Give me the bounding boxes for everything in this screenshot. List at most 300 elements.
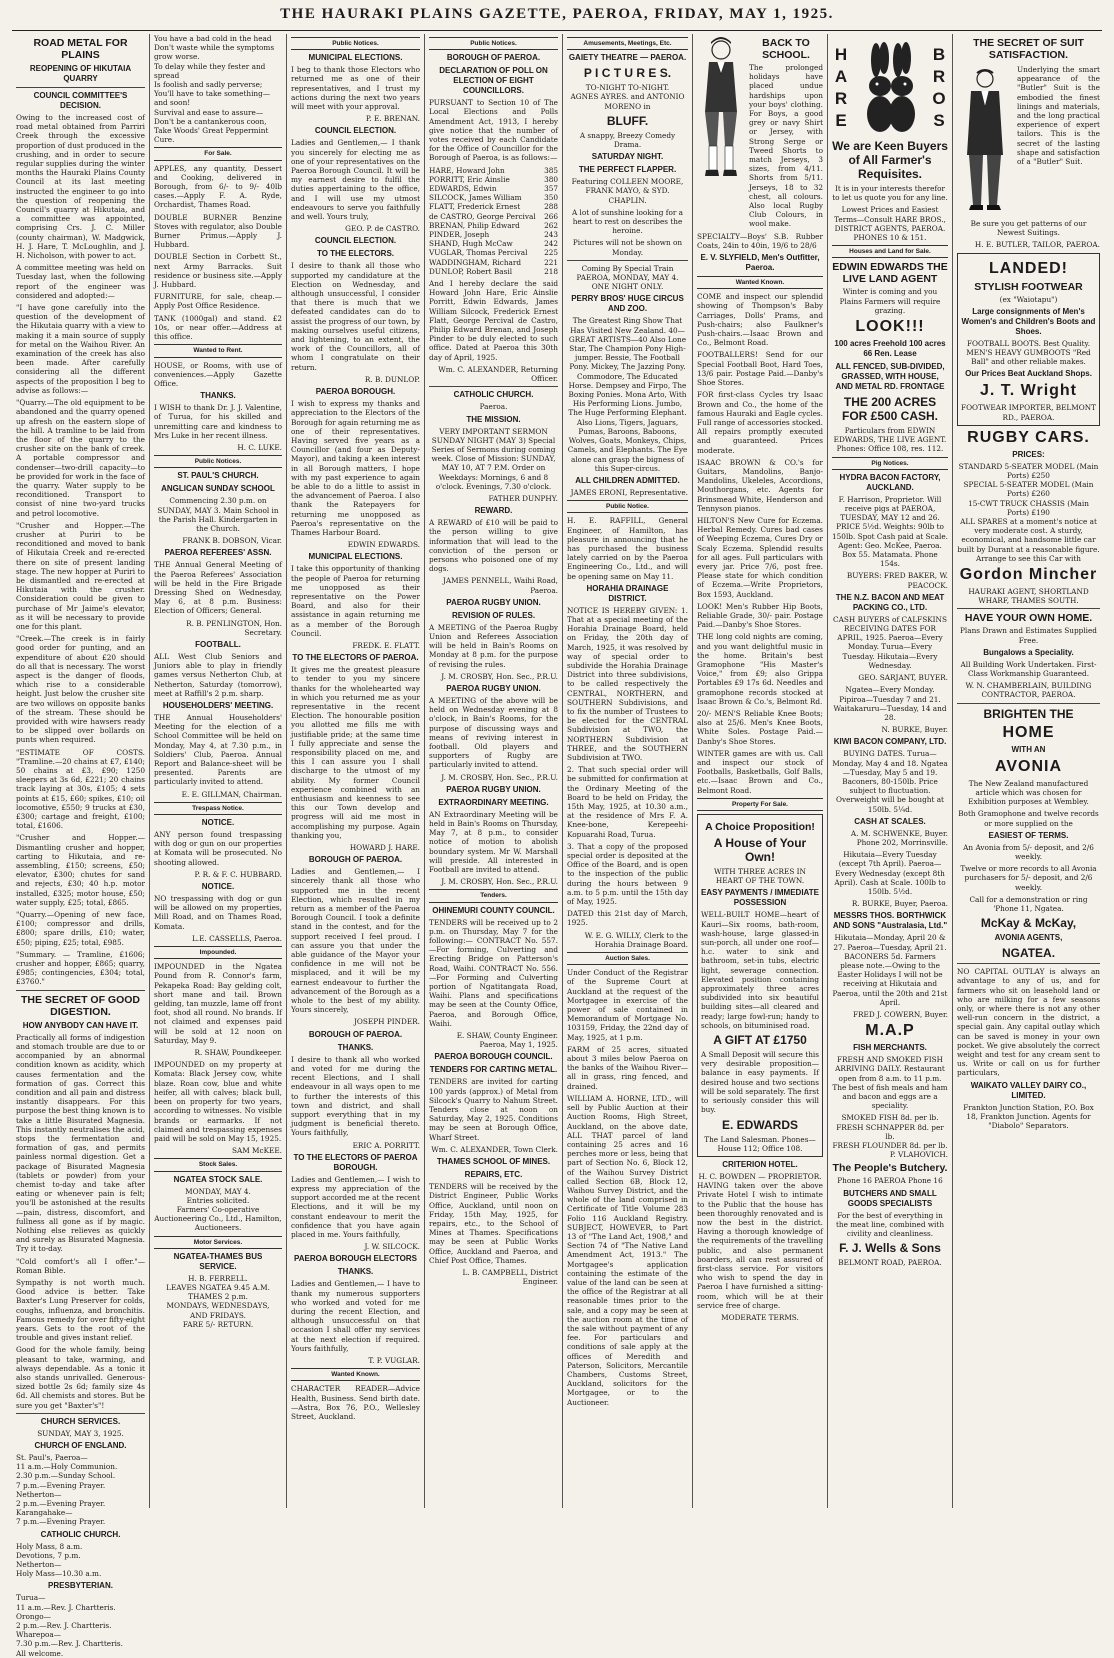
vote-count: 350 bbox=[544, 193, 558, 203]
ad-text: All Building Work Undertaken. First-Class Workmanship Guaranteed. bbox=[960, 659, 1097, 679]
list-item: Devotions, 7 p.m. bbox=[16, 1550, 81, 1560]
column-2 bbox=[150, 34, 287, 1508]
film-title: THE PERFECT FLAPPER. bbox=[578, 165, 677, 175]
notice-text: A MEETING of the above will be held on Wednesday evening at 8 o'clock, in Bain's Rooms, for the purpose of discussing ways and means of reviving interest in football. Old players and supporters of Rugby are particularly invited to attend. bbox=[429, 695, 558, 770]
signature: JAMES ERONI, Representative. bbox=[570, 487, 688, 497]
notice-text: AN Extraordinary Meeting will be held in Bain's Rooms on Thursday, May 7, at 8 p.m., to consider notice of motion to abolish boundary system. Mr W. Marshall will preside. All interested in Football are invited to attend. bbox=[429, 809, 558, 875]
signature: FRANK B. DOBSON, Vicar. bbox=[182, 536, 282, 546]
signature: R. BURKE, Buyer, Paeroa. bbox=[851, 899, 948, 909]
map-banner: M.A.P bbox=[865, 1022, 915, 1040]
look-banner: LOOK!!! bbox=[855, 318, 925, 336]
ad-text: An Avonia from 5/- deposit, and 2/6 weekly. bbox=[963, 842, 1094, 861]
heading-notice: CATHOLIC CHURCH. bbox=[453, 390, 534, 400]
heading-notice: BOROUGH OF PAEROA. bbox=[308, 855, 403, 865]
list-item: Netherton— bbox=[16, 1489, 62, 1499]
notice-text: VERY IMPORTANT SERMON SUNDAY NIGHT (MAY 3) Special Series of Sermons during coming week. Close of Mission: SUNDAY, MAY 10, AT 7 P.M. Order on Weekdays: Mornings, 6 and 8 o'clock. Evenings, 7.30 o'clock. bbox=[431, 426, 556, 491]
heading-notice: PAEROA RUGBY UNION. bbox=[446, 683, 541, 693]
candidate-name: DUNLOP, Robert Basil bbox=[429, 266, 513, 276]
butchery-tagline: BUTCHERS AND SMALL GOODS SPECIALISTS bbox=[843, 1188, 937, 1208]
classified-ad: APPLES, any quantity, Dessert and Cooking, delivered in Borough, from 6/- to 9/- 40lb cases.—Apply F. A. Ryde, Orchardist, Thames Road. bbox=[154, 163, 282, 210]
column-1 bbox=[12, 34, 150, 1658]
section-label-public: Public Notices. bbox=[291, 37, 420, 50]
heading-nz-bacon: THE N.Z. BACON AND MEAT PACKING CO., LTD. bbox=[835, 592, 945, 612]
section-label-impounded: Impounded. bbox=[154, 946, 282, 959]
classified-ad: FOR first-class Cycles try Isaac Brown and Co., the home of the famous Hauraki and Eagle cycles. Full range of accessories stocked. All repairs promptly executed and guaranteed. Prices moderate. bbox=[697, 390, 823, 455]
subhead-committee: COUNCIL COMMITTEE'S DECISION. bbox=[33, 91, 128, 110]
list-item: Holy Mass—10.30 a.m. bbox=[16, 1569, 102, 1579]
columns bbox=[12, 34, 1104, 1658]
ad-text: The prolonged holidays have placed undue hardships upon your boys' clothing. For Boys, a good grey or navy Shirt or Jersey, with Strong Serge or Tweed Shorts to match Jerseys, 3 sizes, from 4/11. Shorts from 5/11. Jerseys, 18 to 32 chest, all colours. Also local Rugby Club Colours, in wool make. bbox=[749, 63, 823, 229]
ad-text: FRESH AND SMOKED FISH ARRIVING DAILY. Restaurant open from 8 a.m. to 11 p.m. The best of fish meals and ham and bacon and eggs are a speciality. bbox=[832, 1055, 948, 1111]
article-paragraph: "Crusher and Hopper.—Dismantling crusher and hopper, carting to Hikutaia, and re-assembling, £150; screens, £50; elevator, £300; chutes for sand and rejects, £30; 40 h.p. motor installed, £325; motor house, £50; water supply, £25; total, £865. bbox=[16, 833, 145, 907]
heading-notice: MUNICIPAL ELECTIONS. bbox=[308, 53, 403, 63]
ad-text: It is in your interests therefor to let us quote you for any line. bbox=[832, 184, 948, 203]
notice-text: A REWARD of £10 will be paid to the person willing to give information that will lead to the conviction of the person or persons who poisoned one of my dogs. bbox=[429, 518, 558, 574]
signature: FREDK. E. FLATT. bbox=[352, 640, 420, 650]
poem-line: Don't be a cantankerous coon, bbox=[154, 116, 267, 126]
notice-text: DATED this 21st day of March, 1925. bbox=[567, 909, 688, 928]
back-to-school-text bbox=[749, 34, 823, 232]
logo-letter: A bbox=[834, 67, 848, 86]
signature-slyfield: E. V. SLYFIELD, Men's Outfitter, Paeroa. bbox=[700, 253, 820, 273]
table-row bbox=[429, 258, 558, 267]
article-paragraph: A committee meeting was held on Tuesday last, when the following report of the engineer was considered and adopted:— bbox=[16, 263, 145, 300]
easy-payments: EASY PAYMENTS / IMMEDIATE POSSESSION bbox=[701, 888, 819, 908]
tailor-ad bbox=[957, 65, 1100, 215]
notice-text: And I hereby declare the said Howard John Hare, Eric Ainslie Porritt, Edwin Edwards, James William Silcock, Frederick Ernest Flatt, George Percival de Castro, Philip Edward Brenan, and Joseph Pinder to be duly elected to such office. Dated at Paeroa this 30th day of April, 1925. bbox=[429, 279, 558, 362]
section-label-stock: Stock Sales. bbox=[154, 1158, 282, 1171]
vote-count: 357 bbox=[544, 184, 558, 194]
notice-text: ALL West Club Seniors and Juniors able to play in friendly games versus Netherton Club, at Netherton, Saturday (tomorrow), meet at Raffill's 2 p.m. sharp. bbox=[154, 651, 282, 698]
car-price: STANDARD 5-SEATER MODEL (Main Ports) £250 bbox=[958, 461, 1099, 481]
notice-text: Commencing 2.30 p.m. on SUNDAY, MAY 3. Main School in the Parish Hall. Kindergarten in the Church. bbox=[157, 496, 279, 533]
signature: J. M. CROSBY, Hon. Sec., P.R.U. bbox=[441, 877, 558, 887]
mincher-logo: Gordon Mincher bbox=[959, 566, 1098, 584]
prices-label: PRICES: bbox=[1012, 449, 1045, 459]
ad-text: Twelve or more records to all Avonia purchasers for 5/- deposit, and 2/6 weekly. bbox=[960, 864, 1097, 892]
features-banner: ALL FENCED, SUB-DIVIDED, GRASSED, WITH HOUSE, AND METAL RD. FRONTAGE bbox=[835, 362, 945, 392]
heading-own-home: HAVE YOUR OWN HOME. bbox=[964, 612, 1093, 625]
notice-text: I desire to thank all those who supported my candidature at the Election on Wednesday, and although unsuccessful, I consider that there is much that we defeated candidates can do to assist the progress of our town, by making ourselves useful citizens, and lightening, to an extent, the work of the Councillors, all of whom I congratulate on their return. bbox=[291, 261, 420, 372]
article-paragraph: "Creek.—The creek is in fairly good order for punting, and an expenditure of about £20 should do all that is necessary. The worst aspect is the danger of floods, which rise to a considerable height. Just below the crusher site are two willows on opposite banks of the stream. These should be provided with wire hawsers ready to be slipped over bollards on punts when required. bbox=[16, 634, 145, 745]
section-label-wanted: Wanted to Rent. bbox=[154, 344, 282, 357]
notice-text: 3. That a copy of the proposed special order is deposited at the Office of the Board, and is open to the inspection of the public during the hours between 9 a.m. to 5 p.m. until the 15th day of May, 1925. bbox=[567, 841, 688, 907]
notice-text: I beg to thank those Electors who returned me as one of their representatives, and I trust my actions during the next two years will meet with your approval. bbox=[291, 65, 420, 112]
logo-letter: R bbox=[834, 89, 848, 108]
ad-text: SPECIALTY—Boys' S.B. Rubber Coats, 24in to 40in, 19/6 to 28/6 bbox=[697, 231, 823, 250]
signature: GEO. P. de CASTRO. bbox=[345, 224, 420, 234]
signature-edwards: E. EDWARDS bbox=[721, 1117, 798, 1132]
vote-count: 385 bbox=[544, 165, 558, 175]
article-paragraph: "ESTIMATE OF COSTS. "Tramline.—20 chains at £7, £140; 50 chains at £3, £90; 1250 sleepers at 3s 6d, £221; 20 chains track laying at 30s, £105; 4 sets points at £15, £60; spikes, £10; oil locomotive, £550; 9 trucks at £30, £300; cartage and freight, £100; total, £1606. bbox=[16, 747, 145, 831]
logo-letters-left bbox=[832, 44, 850, 132]
notice-text: It gives me the greatest pleasure to tender to you my sincere thanks for the wholehearted way in which you returned me as your representative in the recent Election. The honourable position you allotted me fills me with justifiable pride; at the same time I fully appreciate and sense the responsibility placed on me, and this I can assure you I shall discharge to the utmost of my ability. My former Council experience combined with an enthusiasm and keenness to see this our Town develop and progress will aid me most in accomplishing my purpose. Again thanking you, bbox=[291, 665, 420, 840]
section-label-wanted: Wanted Known. bbox=[291, 1368, 420, 1381]
subhead-presbyterian: PRESBYTERIAN. bbox=[48, 1581, 113, 1591]
ad-text: BUYING DATES. Turua—Monday, May 4 and 18. Ngatea—Tuesday, May 5 and 19. Baconers, 80-150lb. Price subject to fluctuation. Overweight will be bought at 150lb. 5¼d. bbox=[832, 749, 948, 814]
cash-at-scales: CASH AT SCALES. bbox=[854, 816, 926, 826]
logo-letter: E bbox=[835, 111, 847, 130]
signature: J. M. CROSBY, Hon. Sec., P.R.U. bbox=[441, 671, 558, 681]
article-paragraph: "Quarry.—Opening of new face, £100; compressor and drills, £800; spare drills, £10; water, £50; piping, £25; total, £985. bbox=[16, 910, 145, 947]
poem-line: Is foolish and sadly perverse; bbox=[154, 80, 263, 90]
ad-text: FOOTBALL BOOTS. Best Quality. MEN'S HEAVY GUMBOOTS "Red Ball" and other reliable makes. bbox=[966, 338, 1091, 367]
signature: H. E. BUTLER, TAILOR, PAEROA. bbox=[974, 240, 1100, 250]
ad-text: WELL-BUILT HOME—heart of Kauri—Six rooms, bath-room, wash-house, large glassed-in sun-porch, all under one roof—h.c. water to sink and bathroom, set-in tubs, electric light, sewerage connection. Elevated position containing approximately three acres subdivided into six beautiful building sites—all cleared and ready; large fowl-run; handy to schools, on bituminised road. bbox=[701, 910, 819, 1030]
classified-ad: ISAAC BROWN & CO.'s for Guitars, Mandolins, Banjo-Mandolins, Ukeleles, Accordions, Mouthorgans, etc. Agents for Brinsmead White, Henderson and Tennyson pianos. bbox=[697, 457, 823, 513]
section-label-tenders: Tenders. bbox=[429, 889, 558, 902]
article-paragraph: Sympathy is not worth much. Good advice is better. Take Baxter's Lung Preserver for colds, coughs, influenza, and bronchitis. Famous remedy for over fifty-eight years. Gets to the root of the trouble and gives instant relief. bbox=[16, 1277, 145, 1343]
signature: E. SHAW, County Engineer. Paeroa, May 1, 1925. bbox=[456, 1031, 558, 1050]
heading-kiwi-bacon: KIWI BACON COMPANY, LTD. bbox=[833, 737, 947, 747]
vote-count: 242 bbox=[544, 239, 558, 249]
list-item: 11 a.m.—Holy Communion. bbox=[16, 1462, 118, 1472]
heading-notice: HORAHIA DRAINAGE DISTRICT. bbox=[586, 583, 669, 603]
heading-notice: TO THE ELECTORS. bbox=[316, 249, 395, 259]
heading-house: A House of Your Own! bbox=[713, 836, 807, 865]
headline-church-services: CHURCH SERVICES. bbox=[40, 1416, 121, 1426]
ad-text: Hikutaia—Monday, April 20 & 27. Paeroa—Tuesday, April 21. BACONERS 5d. Farmers please note.—Owing to the Easter Holidays I will not be receiving at Hikutaia and Paeroa, until the 20th and 21st April. bbox=[832, 933, 948, 1007]
heading-rugby-cars: RUGBY CARS. bbox=[967, 428, 1090, 446]
vote-count: 262 bbox=[544, 220, 558, 230]
heading-notice: MUNICIPAL ELECTIONS. bbox=[308, 552, 403, 562]
notice-text: PURSUANT to Section 10 of The Local Elections and Polls Amendment Act, 1913, I hereby give notice that the number of votes received by each Candidate for the Office of Councillor for the Borough of Paeroa, is as follows:— bbox=[429, 98, 558, 163]
table-row bbox=[429, 184, 558, 193]
ad-text: WITH THREE ACRES IN HEART OF THE TOWN. bbox=[714, 867, 806, 886]
section-label-trespass: Trespass Notice. bbox=[154, 802, 282, 815]
signature: R. B. DUNLOP. bbox=[364, 374, 420, 384]
candidate-name: BRENAN, Philip Edward bbox=[429, 220, 520, 230]
table-row bbox=[429, 230, 558, 239]
notice-text: FARM of 25 acres, situated about 3 miles below Paeroa on the banks of the Waihou River—all in grass, ring fenced, and drained. bbox=[567, 1044, 688, 1091]
section-label-public: Public Notices. bbox=[154, 455, 282, 468]
section-label-pig: Pig Notices. bbox=[832, 457, 948, 470]
signature: A. M. SCHWENKE, Buyer. Phone 202, Morrinsville. bbox=[850, 828, 948, 847]
criterion-terms: MODERATE TERMS. bbox=[721, 1312, 799, 1322]
signature: FATHER DUNPHY. bbox=[488, 493, 558, 503]
signature: R. B. PENLINGTON, Hon. Secretary. bbox=[186, 618, 282, 637]
classified-ad: HILTON'S New Cure for Eczema. Herbal Remedy. Cures bad cases of Weeping Eczema, Cures Dry or Scaly Eczema. Splendid results for all ages. Full particulars with every jar. Price 7/6, post free. Please state for which condition of Eczema.—Write Proprietors, Box 1593, Auckland. bbox=[697, 515, 823, 599]
article-paragraph: Practically all forms of indigestion and stomach trouble are due to or accompanied by an abnormal condition known as acidity, which causes fermentation and the formation of gas. Correct this condition and all pain and distress instantly disappears. For this purpose the best thing known is to take a little Bisurated Magnesia. This instantly neutralises the acid, stops the fermentation and formation of gas, and permits painless normal digestion. Get a package of Bisurated Magnesia (tablets or powder) from your chemist to-day and take after eating or whenever pain is felt; you'll be astonished at the results—pain, distress, discomfort, and fullness all gone as if by magic. Nothing else relieves as quickly and surely as Bisurated Magnesia. Try it to-day. bbox=[16, 1032, 145, 1254]
poem-line: Don't waste while the symptoms grow worse. bbox=[154, 43, 275, 62]
heading-criterion: CRITERION HOTEL. bbox=[722, 1159, 798, 1169]
list-item: Orongo— bbox=[16, 1611, 51, 1621]
tailored-suit-illustration bbox=[957, 65, 1013, 215]
film-description: A lot of sunshine looking for a heart to rest on describes the heroine. bbox=[571, 207, 684, 236]
heading-notice: DECLARATION OF POLL ON ELECTION OF EIGHT COUNCILLORS. bbox=[439, 66, 548, 96]
bus-line: FARE 5/- RETURN. bbox=[182, 1319, 254, 1329]
logo-letter: O bbox=[932, 89, 946, 108]
ad-text: F. Harrison, Proprietor. Will receive pigs at PAEROA, TUESDAY, MAY 12 and 26. PRICE 5½d. Weights: 90lb to 150lb. Spot Cash paid at Scale. Agent: Geo. McKee, Paeroa. Box 55. Matamata. Phone 154s. bbox=[832, 494, 948, 569]
notice-text: Ladies and Gentlemen,— I thank you sincerely for electing me as one of your representatives on the Paeroa Borough Council. It will be my earnest desire to fulfil the duties appertaining to the office, and I will use my utmost endeavours to serve you faithfully and well. Yours truly, bbox=[291, 138, 420, 222]
article-paragraph: "Crusher and Hopper.—The crusher at Puriri to be reconditioned and moved to bank of Hikutaia Creek and re-erected there on site of present landing stage. The new hopper at Puriri to be dismantled and re-erected at Hikutaia with the crusher. Consideration could be given to purchase of Mr Jaime's elevator, as it will be necessary to provide one for this plant. bbox=[16, 520, 145, 631]
heading-footwear: STYLISH FOOTWEAR bbox=[974, 280, 1083, 293]
heading-notice: PAEROA BOROUGH COUNCIL. bbox=[434, 1052, 553, 1062]
film-stars: Featuring COLLEEN MOORE, FRANK MAYO, & SYD. CHAPLIN. bbox=[571, 177, 684, 205]
poem-line: Take Woods' Great Peppermint Cure. bbox=[154, 126, 269, 145]
divider bbox=[957, 963, 1100, 964]
classified-ad: TANK (1000gal) and stand. £2 10s, or near offer.—Address at this office. bbox=[154, 313, 282, 342]
circus-body: The Greatest Ring Show That Has Visited New Zealand. 40—GREAT ARTISTS—40 Also Lone Star, The Champion Pony High-jumper. Bessie, The Football Pony. Mickey, The Jazzing Pony. Commodore, The Educated Horse. Dempsey and Firpo, The Boxing Ponies. Mona Arto, With His Performing Lions. Jumbo, The Huge Performing Elephant. Also Lions, Tigers, Jaguars, Pumas, Baroons, Baboons, Wolves, Goats, Monkeys, Chips, Camels, and Elephants. The Eye alone can grasp the bigness of this Super-circus. bbox=[567, 316, 688, 473]
heading-notice: COUNCIL ELECTION. bbox=[314, 236, 397, 246]
wright-address: FOOTWEAR IMPORTER, BELMONT RD., PAEROA. bbox=[961, 403, 1096, 422]
heading-notice: THAMES SCHOOL OF MINES. bbox=[436, 1157, 551, 1167]
subheading: Paeroa. bbox=[479, 402, 508, 412]
classified-ad: COME and inspect our splendid showing of Thompson's Baby Carriages, Dolls' Prams, and Push-chairs; also Faulkner's Push-chairs.—Isaac Brown and Co., Belmont Road. bbox=[697, 292, 823, 348]
bus-line: AND FRIDAYS. bbox=[190, 1310, 246, 1320]
column-5 bbox=[563, 34, 693, 1508]
property-ad bbox=[697, 814, 823, 1157]
article-paragraph: Good for the whole family, being pleasant to take, warming, and always dependable. As a tonic it also stands unrivalled. Generous-sized bottle 2s 6d; family size 4s 6d. All chemists and stores. But be sure you get "Baxter's"! bbox=[16, 1345, 145, 1410]
logo-letter: H bbox=[834, 45, 848, 64]
heading-hydra-bacon: HYDRA BACON FACTORY, AUCKLAND. bbox=[839, 472, 941, 492]
heading-stock-sale: NGATEA STOCK SALE. bbox=[173, 1174, 263, 1184]
bus-line: THAMES 2 p.m. bbox=[188, 1292, 248, 1302]
fish-price: FRESH SCHNAPPER 8d. per lb. bbox=[836, 1122, 944, 1141]
divider bbox=[16, 1413, 145, 1414]
ad-text: Underlying the smart appearance of the "Butler" Suit is the embodied the finest linings and materials, and the long practical experience of expert tailors. This is the secret of the lasting shape and satisfaction of a "Butler" Suit. bbox=[1017, 65, 1100, 167]
classified-ad: 20/- MEN'S Reliable Knee Boots; also at 25/6. Men's Knee Boots, White Soles. Postage Paid.—Danby's Shoe Stores. bbox=[697, 709, 823, 746]
notice-text: TENDERS will be received up to 2 p.m. on Thursday, May 7 for the following:— CONTRACT No. 557.—For forming, Culverting and Erecting Bridge on Patterson's Road, Waihi. CONTRACT No. 556.—For Forming and Culverting portion of Ngatitangata Road, Waihi. Plans and specifications may be seen at the County Office, Paeroa, and Borough Office, Waihi. bbox=[429, 917, 558, 1028]
notice-text: Under Conduct of the Registrar of the Supreme Court at Auckland at the request of the Mortgagee in exercise of the power of sale contained in Memorandum of Mortgage No. 103159, Friday, the 22nd day of May, 1925, at 1 p.m. bbox=[567, 968, 688, 1042]
bus-line: MONDAYS, WEDNESDAYS, bbox=[166, 1301, 270, 1311]
notice-text: Ladies and Gentlemen,— I have to thank my numerous supporters who worked and voted for me during the recent Election, and although unsuccessful on that occasion I shall offer my services at the next election if required. Yours faithfully, bbox=[291, 1279, 420, 1353]
list-item: Wharepoa— bbox=[16, 1630, 62, 1640]
logo-letter: R bbox=[932, 67, 946, 86]
ship-name: (ex "Waiotapu") bbox=[999, 294, 1058, 304]
signature: J. W. SILCOCK. bbox=[364, 1242, 420, 1252]
signature: R. SHAW, Poundkeeper. bbox=[194, 1048, 282, 1058]
section-label-public: Public Notices. bbox=[429, 37, 558, 50]
list-item: 7 p.m.—Evening Prayer. bbox=[16, 1517, 106, 1527]
notice-text: A MEETING of the Paeroa Rugby Union and Referees Association will be held in Bain's Rooms on Monday at 8 p.m. for the purpose of revising the rules. bbox=[429, 622, 558, 669]
poem bbox=[154, 34, 282, 144]
gift-price: A GIFT AT £1750 bbox=[713, 1033, 807, 1048]
subhead-digestion: HOW ANYBODY CAN HAVE IT. bbox=[22, 1020, 139, 1030]
heading-notice: EXTRAORDINARY MEETING. bbox=[438, 797, 549, 807]
heading-st-pauls: ST. PAUL'S CHURCH. bbox=[177, 471, 259, 481]
notice-text: NOTICE IS HEREBY GIVEN: 1. That at a special meeting of the Horahia Drainage Board, held on Friday, the 20th day of March, 1925, it was resolved by way of special order to subdivide the Horahia Drainage District into three subdivisions, to be called respectively the CENTRAL, NORTHERN, and SOUTHERN Subdivisions, and to fix the number of Trustees to be elected for the CENTRAL Subdivision at TWO, the NORTHERN Subdivision at THREE, and the SOUTHERN Subdivision at TWO. bbox=[567, 605, 688, 762]
table-row bbox=[429, 175, 558, 184]
section-label-motor: Motor Services. bbox=[154, 1236, 282, 1249]
bus-line: LEAVES NGATEA 9.45 A.M. bbox=[166, 1282, 270, 1292]
signature: W. E. G. WILLY, Clerk to the Horahia Drainage Board. bbox=[584, 930, 688, 949]
circus-children: ALL CHILDREN ADMITTED. bbox=[575, 475, 680, 485]
candidate-name: SILCOCK, James William bbox=[429, 193, 522, 203]
ad-text: A Small Deposit will secure this very desirable proposition—balance in easy payments. If desired house and two sections will be sold separately. The first to seriously consider this will buy. bbox=[701, 1050, 819, 1115]
signature: JAMES PENNELL, Waihi Road, Paeroa. bbox=[442, 576, 558, 595]
heading-notice: NOTICE. bbox=[201, 818, 235, 828]
signature: JOSEPH PINDER. bbox=[354, 1017, 420, 1027]
ad-text: Be sure you get patterns of our Newest Suitings. bbox=[970, 219, 1087, 238]
candidate-name: FLATT, Frederick Ernest bbox=[429, 202, 521, 212]
hare-bros-logo bbox=[832, 40, 948, 136]
poem-line: You have a bad cold in the head bbox=[154, 34, 272, 43]
signature: SAM McKEE. bbox=[231, 1146, 282, 1156]
stock-sale-firm: Farmers' Co-operative Auctioneering Co., Ltd., Hamilton, Auctioneers. bbox=[154, 1204, 282, 1233]
vote-count: 221 bbox=[544, 257, 558, 267]
subhead-quarry: REOPENING OF HIKUTAIA QUARRY bbox=[29, 64, 132, 83]
ad-text: Call for a demonstration or ring 'Phone 11, Ngatea. bbox=[969, 894, 1088, 913]
heading-notice: PAEROA BOROUGH ELECTORS bbox=[294, 1254, 417, 1264]
notice-text: ANY person found trespassing with dog or gun on our properties at Komata will be prosecuted. No shooting allowed. bbox=[154, 830, 282, 867]
list-item: 7 p.m.—Evening Prayer. bbox=[16, 1480, 106, 1490]
stock-sale-date: MONDAY, MAY 4. bbox=[185, 1186, 251, 1196]
vote-count: 243 bbox=[544, 230, 558, 240]
heading-back-to-school: BACK TO SCHOOL. bbox=[762, 37, 810, 61]
divider bbox=[16, 990, 145, 991]
vote-count: 218 bbox=[544, 266, 558, 276]
signature-waikato: WAIKATO VALLEY DAIRY CO., LIMITED. bbox=[970, 1080, 1087, 1100]
article-paragraph: "I have gone carefully into the question of the development of the Hikutaia quarry with a view to making it a main source of supply for metal on the Waihou River. An examination of the creek has also been made. After carefully considering all the different aspects of the proposition I beg to advise as follows:— bbox=[16, 303, 145, 395]
footwear-ad bbox=[957, 253, 1100, 426]
mckay-sub: AVONIA AGENTS, bbox=[994, 933, 1063, 943]
heading-notice: BOROUGH OF PAEROA. bbox=[308, 1029, 403, 1039]
ad-text: Winter is coming and you Plains Farmers will require grazing. bbox=[839, 287, 941, 315]
circus-intro: Coming By Special Train PAEROA, MONDAY, MAY 4. ONE NIGHT ONLY. bbox=[576, 263, 679, 292]
heading-notice: THANKS. bbox=[337, 1042, 374, 1052]
candidate-name: SHAND, Hugh McCaw bbox=[429, 239, 513, 249]
subhead-catholic: CATHOLIC CHURCH. bbox=[40, 1529, 121, 1539]
classified-ad: THE long cold nights are coming, and you want delightful music in the home. Britain's best Gramophone "His Master's Voice," from £9; also Grippa Portables £9 17s 6d. Needles and gramophone records stocked at Isaac Brown & Co.'s, Belmont Rd. bbox=[697, 632, 823, 706]
classified-ad: DOUBLE Section in Corbett St., next Army Barracks. Suit residence or business site.—Apply J. Hubbard. bbox=[154, 252, 282, 290]
car-price: SPECIAL 5-SEATER MODEL (Main Ports) £260 bbox=[963, 480, 1094, 499]
signature: P. VLAHOVICH. bbox=[889, 1150, 948, 1160]
pictures-banner: P I C T U R E S. bbox=[583, 66, 672, 81]
table-row bbox=[429, 248, 558, 257]
film-stars: AGNES AYRES. and ANTONIO MORENO in bbox=[570, 92, 685, 111]
notice-text: THE Annual Householders' Meeting for the election of a School Committee will be held on Monday, May 4, at 7.30 p.m., in Soldiers' Club, Paeroa. Annual Report and Balance-sheet will be presented. Parents are particularly invited to attend. bbox=[154, 712, 282, 787]
signature: W. N. CHAMBERLAIN, BUILDING CONTRACTOR, PAEROA. bbox=[965, 681, 1092, 700]
poll-results-table bbox=[429, 166, 558, 276]
heading-choice: A Choice Proposition! bbox=[705, 821, 815, 834]
article-paragraph: "Summary. — Tramline, £1606; crusher and hopper, £865; quarry, £985; contingencies, £304; total, £3760." bbox=[16, 949, 145, 987]
notice-text: I take this opportunity of thanking the people of Paeroa for returning me unopposed as their representative on the Power Board, and also for their assistance in again returning me as a member of the Borough Council. bbox=[291, 564, 420, 638]
notice-text: IMPOUNDED in the Ngatea Pound from R. Connor's farm, Pekapeka Road: Bay gelding colt, short mane and tail. Brown gelding, tan muzzle, lame off front foot, shod all round. No brands. If not claimed and expenses paid will be sold at 12 noon on Saturday, May 9. bbox=[154, 962, 282, 1045]
table-row bbox=[429, 239, 558, 248]
ad-text: For the best of everything in the meat line, combined with civility and cleanliness. bbox=[835, 1210, 945, 1239]
heading-notice: THANKS. bbox=[337, 1267, 374, 1277]
bungalows-banner: Bungalows a Speciality. bbox=[983, 647, 1074, 657]
ad-text: Plans Drawn and Estimates Supplied Free. bbox=[960, 626, 1097, 645]
list-item: 11 a.m.—Rev. J. Chartteris. bbox=[16, 1602, 116, 1612]
classified-ad: LOOK! Men's Rubber Hip Boots, Reliable Grade, 30/- pair. Postage Paid.—Danby's Shoe Stores. bbox=[697, 601, 823, 630]
saturday-banner: SATURDAY NIGHT. bbox=[591, 152, 664, 162]
classified-ad: FURNITURE, for sale, cheap.—Apply Post Office Residence. bbox=[154, 292, 282, 311]
church-date: SUNDAY, MAY 3, 1925. bbox=[37, 1428, 124, 1438]
table-row bbox=[429, 221, 558, 230]
home-banner: HOME bbox=[1002, 723, 1055, 741]
ad-text: Both Gramophone and twelve records or more supplied on the bbox=[958, 809, 1099, 828]
signature: GEO. SARJANT, BUYER. bbox=[858, 673, 948, 683]
section-label-wanted: Wanted Known. bbox=[697, 276, 823, 289]
heading-notice: BOROUGH OF PAEROA. bbox=[446, 53, 541, 63]
with-an-banner: WITH AN bbox=[1011, 744, 1046, 754]
brighten-banner: BRIGHTEN THE bbox=[983, 706, 1074, 721]
list-item: 7.30 p.m.—Rev. J. Chartteris. bbox=[16, 1639, 123, 1649]
ad-text: Hikutaia—Every Tuesday (except 7th April). Paeroa—Every Wednesday (except 8th April). Cash at Scale. 100lb to 150lb. 5½d. bbox=[834, 850, 946, 896]
signature: EDWIN EDWARDS. bbox=[347, 540, 420, 550]
heading-thanks: THANKS. bbox=[200, 391, 236, 401]
signature: FRED J. COWERN, Buyer. bbox=[852, 1009, 948, 1019]
heading-sunday-school: ANGLICAN SUNDAY SCHOOL bbox=[161, 484, 275, 494]
divider bbox=[957, 608, 1100, 609]
divider bbox=[957, 703, 1100, 704]
article-paragraph: "Quarry.—The old equipment to be abandoned and the quarry opened up afresh on the eastern slope of the hill. A tramline to be laid from the floor of the quarry to the crusher site on the bank of creek. A portable compressor and condenser—two-drill capacity—to be provided for work in the face of the quarry. Water supply to be reconditioned. Transport to consist of nine two-yard trucks and petrol locomotive. bbox=[16, 398, 145, 518]
poem-line: You'll have to take something—and soon! bbox=[154, 89, 271, 108]
ad-text: Frankton Junction Station, P.O. Box 18, Frankton Junction. Agents for "Diabolo" Separators. bbox=[963, 1102, 1094, 1130]
bus-owner: H. B. FERRELL. bbox=[188, 1273, 248, 1283]
table-row bbox=[429, 212, 558, 221]
signature-phones: The Land Salesman. Phones—House 112; Office 108. bbox=[704, 1134, 816, 1153]
notice-text: NO trespassing with dog or gun will be allowed on my properties, Mill Road, and on Thames Road, Komata. bbox=[154, 894, 282, 931]
signature: E. E. GILLMAN, Chairman. bbox=[181, 789, 282, 799]
list-item: Holy Mass, 8 a.m. bbox=[16, 1541, 83, 1551]
list-item: 2 p.m.—Rev. J. Chartteris. bbox=[16, 1621, 112, 1631]
subhead-church-england: CHURCH OF ENGLAND. bbox=[34, 1441, 127, 1451]
section-label-auction: Auction Sales. bbox=[567, 952, 688, 965]
heading-football: FOOTBALL. bbox=[195, 639, 241, 649]
heading-notice: NOTICE. bbox=[201, 882, 235, 892]
stock-sale-entries: Entries solicited. bbox=[186, 1195, 250, 1205]
vote-count: 288 bbox=[544, 202, 558, 212]
wright-logo: J. T. Wright bbox=[979, 382, 1078, 400]
signature: T. P. VUGLAR. bbox=[368, 1355, 420, 1365]
table-row bbox=[429, 166, 558, 175]
vote-count: 266 bbox=[544, 211, 558, 221]
heading-notice: THE MISSION. bbox=[466, 414, 521, 424]
list-item: 2 p.m.—Evening Prayer. bbox=[16, 1499, 106, 1509]
notice-text: WILLIAM A. HORNE, LTD., will sell by Public Auction at their Auction Rooms, High Street, Auckland, on the above date, ALL THAT parcel of land containing 25 acres and 16 perches more or less, being that part of Section No. 6, Block 12, of the Waihou Survey District called Section 6B, Block 12, Waihou Survey District, and the whole of the land comprised in Certificate of Title Volume 283 Folio 116 Auckland Registry. SUBJECT, HOWEVER, to Part 13 of "The Land Act, 1908," and Section 74 of "The Native Land Amendment Act, 1913." The Mortgagee's application containing the estimate of the value of the land can be seen at the office of the Registrar at all reasonable times prior to the sale, and a copy may be seen at the auction room at the time of the sale without payment of any fee. For particulars and conditions of sale apply at the offices of Meredith and Paterson, Solicitors, Mercantile Chambers, Customs Street, Auckland, solicitors for the Mortgagee, or to the Auctioneer. bbox=[567, 1093, 688, 1407]
ad-text: Particulars from EDWIN EDWARDS, THE LIVE AGENT. Phones: Office 108, res. 112. bbox=[833, 426, 947, 454]
column-4 bbox=[425, 34, 563, 1508]
classified-ad: DOUBLE BURNER Benzine Stoves with regulator, also Double Burner Primus.—Apply J. Hubbard. bbox=[154, 212, 282, 250]
circus-title: PERRY BROS' HUGE CIRCUS AND ZOO. bbox=[571, 294, 684, 314]
headline-road-metal: ROAD METAL FOR PLAINS bbox=[33, 37, 128, 61]
heading-notice: REWARD. bbox=[474, 506, 513, 516]
classified-ad: FOOTBALLERS! Send for our Special Football Boot, Hard Toes, 13/6 pair. Postage Paid.—Danby's Shoe Stores. bbox=[697, 350, 823, 388]
section-label-for-sale: For Sale. bbox=[154, 147, 282, 160]
list-item: St. Paul's, Paeroa— bbox=[16, 1453, 88, 1463]
heading-keen-buyers: We are Keen Buyers of All Farmer's Requisites. bbox=[832, 139, 948, 181]
column-3 bbox=[287, 34, 425, 1508]
heading-notice: TENDERS FOR CARTING METAL. bbox=[429, 1065, 558, 1075]
masthead: THE HAURAKI PLAINS GAZETTE, PAEROA, FRIDAY, MAY 1, 1925. bbox=[280, 6, 834, 22]
cash-banner: THE 200 ACRES FOR £500 CASH. bbox=[841, 395, 939, 424]
article-paragraph: Owing to the increased cost of road metal obtained from Parriri Creek through the excessive proportion of dust produced in the crushing, and in order to secure regular supplies during the winter months the Hauraki Plains County Council at its last meeting instructed the engineer to go into the question of reopening the Council's quarry at Hikutaia, and a committee was appointed, comprising Crs. J. C. Miller (county chairman), W. Madgwick, H. J. Hare, T. McLoughlin, and J. H. Nicholson, with power to act. bbox=[16, 113, 145, 261]
heading-householders: HOUSEHOLDERS' MEETING. bbox=[162, 700, 274, 710]
signature: P. R. & F. C. HUBBARD. bbox=[194, 869, 282, 879]
masthead-rule bbox=[12, 30, 1102, 31]
list-item: Karangahake— bbox=[16, 1508, 73, 1518]
tonight-banner: TO-NIGHT TO-NIGHT. bbox=[585, 83, 670, 93]
vote-count: 380 bbox=[544, 174, 558, 184]
heading-notice: OHINEMURI COUNTY COUNCIL. bbox=[432, 905, 555, 915]
classified-ad: CHARACTER READER—Advice Health, Business. Send birth date.—Astra, Box 76, P.O., Wellesley Street, Auckland. bbox=[291, 1384, 420, 1421]
ad-text: Lowest Prices and Easiest Terms—Consult HARE BROS., DISTRICT AGENTS, PAEROA. PHONES 10 & 151. bbox=[834, 205, 946, 243]
easiest-terms: EASIEST OF TERMS. bbox=[988, 830, 1069, 840]
mincher-address: HAURAKI AGENT, SHORTLAND WHARF, THAMES SOUTH. bbox=[968, 587, 1089, 606]
criterion-owner: H. C. BOWDEN — PROPRIETOR. bbox=[698, 1171, 822, 1181]
candidate-name: HARE, Howard John bbox=[429, 165, 505, 175]
notice-text: TENDERS will be received by the District Engineer, Public Works Office, Auckland, until noon on Friday, 15th May, 1925, for repairs, etc., to the School of Mines at Thames. Specifications may be seen at Public Works Office, Auckland and Paeroa, and Chief Post Office, Thames. bbox=[429, 1182, 558, 1265]
back-to-school-ad bbox=[697, 34, 823, 232]
avonia-banner: AVONIA bbox=[994, 757, 1063, 775]
notice-text: H. E. RAFFILL, General Engineer, of Hamilton, has pleasure in announcing that he has purchased the business lately carried on by the Paeroa Engineering Co., Ltd., and will be opening same on May 11. bbox=[567, 516, 688, 581]
divider bbox=[429, 386, 558, 387]
logo-letter: S bbox=[933, 111, 945, 130]
ad-text: Large consignments of Men's Women's and Children's Boots and Shoes. bbox=[961, 306, 1096, 336]
